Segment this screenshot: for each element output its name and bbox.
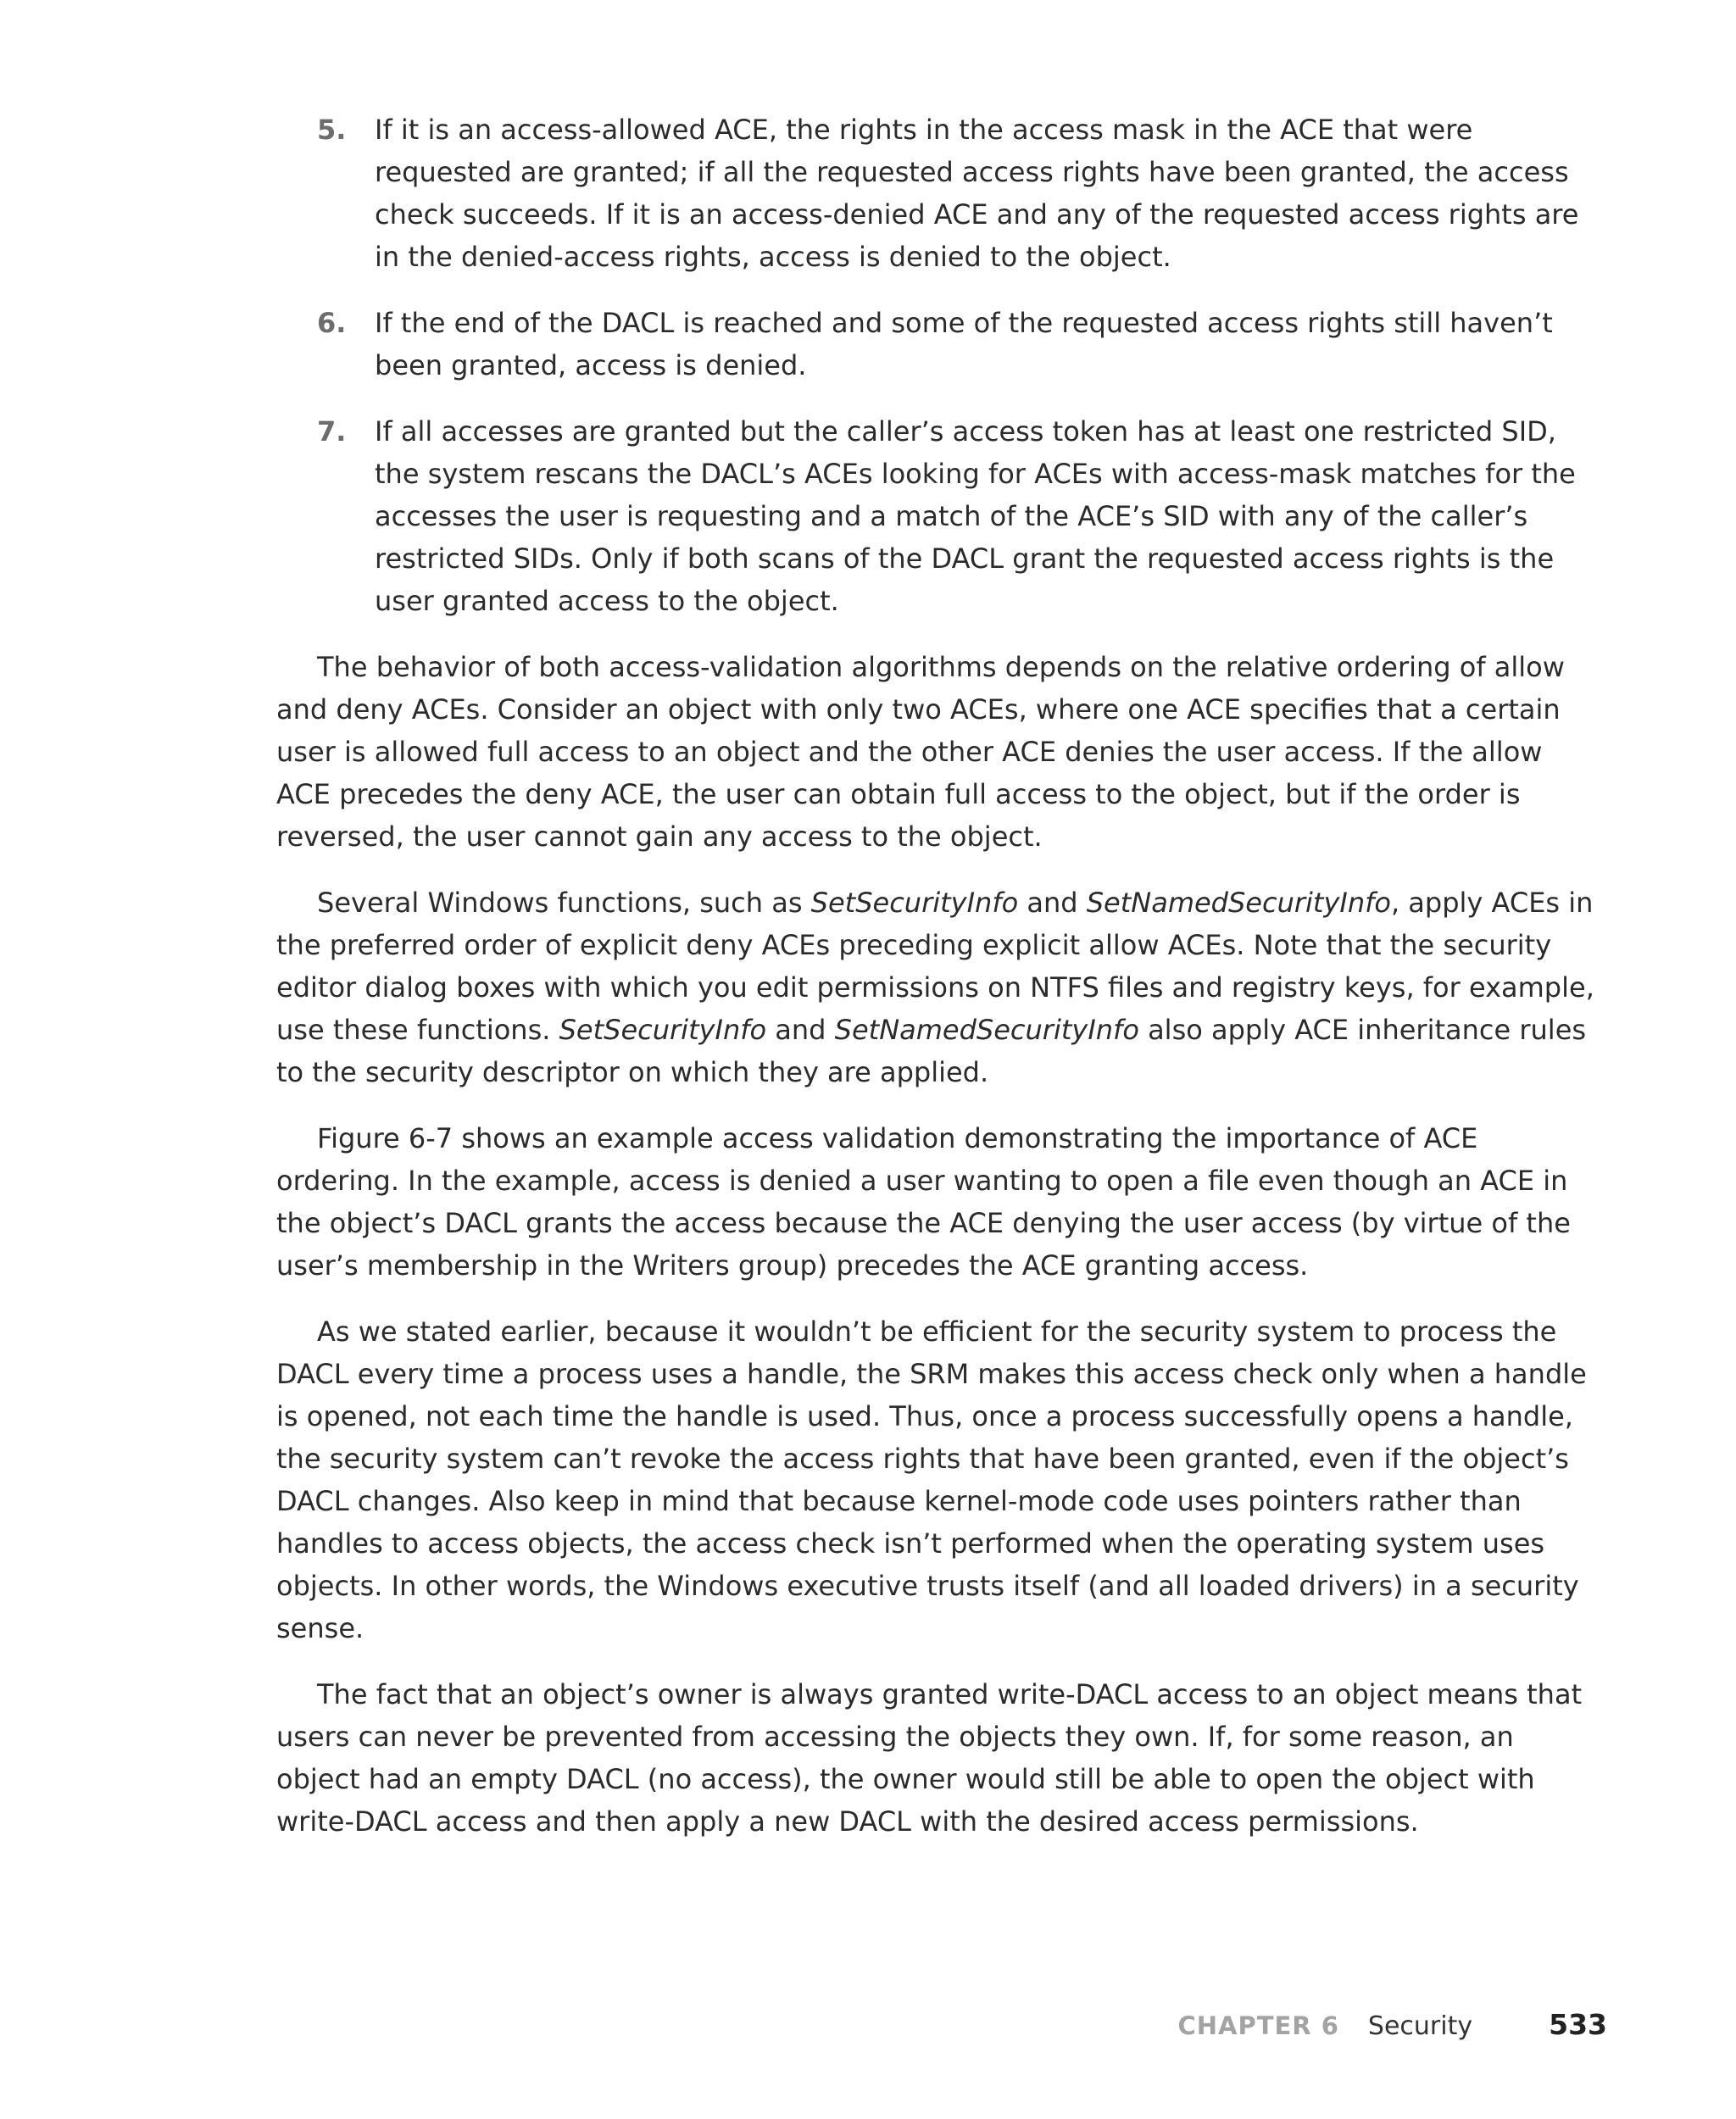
list-item-number: 6. — [317, 307, 347, 339]
paragraph-text: and — [766, 1014, 835, 1046]
chapter-label: CHAPTER 6 — [1177, 2011, 1339, 2040]
list-item — [276, 410, 1599, 622]
list-item — [276, 108, 1599, 278]
page-footer — [1177, 2008, 1607, 2050]
list-item-number: 5. — [317, 114, 347, 146]
paragraph-handle-check: As we stated earlier, because it wouldn’t be efficient for the security system to process the DACL every time a process uses a handle, the SRM makes this access check only when a handle is opened, not each time the handle is used. Thus, once a process successfully opens a handle, the security system can’t revoke the access rights that have been granted, even if the object’s DACL changes. Also keep in mind that because kernel-mode code uses pointers rather than handles to access objects, the access check isn’t performed when the operating system uses objects. In other words, the Windows executive trusts itself (and all loaded drivers) in a security sense. — [276, 1315, 1587, 1644]
list-item — [276, 302, 1599, 387]
paragraph-ace-ordering: The behavior of both access-validation algorithms depends on the relative ordering of allow and deny ACEs. Consider an object with only two ACEs, where one ACE specifies that a certain user is allowed full access to an object and the other ACE denies the user access. If the allow ACE precedes the deny ACE, the user can obtain full access to the object, but if the order is reversed, the user cannot gain any access to the object. — [276, 651, 1565, 853]
list-item-number: 7. — [317, 415, 347, 448]
paragraph-text: , apply ACEs in the preferred order of explicit deny ACEs preceding explicit allow ACEs. Note that the security editor dialog boxes with which you edit permissions on NTFS files and registry keys, for example, use these functions. — [276, 887, 1594, 1046]
paragraph-text: also apply ACE inheritance rules to the security descriptor on which they are applied. — [276, 1014, 1587, 1088]
chapter-title: Security — [1367, 2011, 1473, 2041]
list-item-text: If all accesses are granted but the caller’s access token has at least one restricted SID, the system rescans the DACL’s ACEs looking for ACEs with access-mask matches for the accesses the user is requesting and a match of the ACE’s SID with any of the caller’s restricted SIDs. Only if both scans of the DACL grant the requested access rights is the user granted access to the object. — [375, 415, 1576, 617]
function-name: SetNamedSecurityInfo — [834, 1014, 1139, 1046]
paragraph-figure-reference: Figure 6-7 shows an example access validation demonstrating the importance of ACE ordering. In the example, access is denied a user wanting to open a file even though an ACE in the object’s DACL grants the access because the ACE denying the user access (by virtue of the user’s membership in the Writers group) precedes the ACE granting access. — [276, 1122, 1571, 1282]
paragraph-text: Several Windows functions, such as — [317, 887, 811, 919]
page-number: 533 — [1549, 2008, 1607, 2041]
paragraph-windows-functions — [276, 882, 1599, 1093]
paragraph-owner-access: The fact that an object’s owner is always granted write-DACL access to an object means that users can never be prevented from accessing the objects they own. If, for some reason, an object had an empty DACL (no access), the owner would still be able to open the object with write-DACL access and then apply a new DACL with the desired access permissions. — [276, 1678, 1583, 1838]
numbered-steps — [276, 108, 1599, 622]
page-body — [276, 108, 1599, 1866]
function-name: SetNamedSecurityInfo — [1086, 887, 1391, 919]
paragraph-text: and — [1018, 887, 1087, 919]
function-name: SetSecurityInfo — [559, 1014, 767, 1046]
list-item-text: If the end of the DACL is reached and some of the requested access rights still haven’t been granted, access is denied. — [375, 307, 1553, 381]
list-item-text: If it is an access-allowed ACE, the rights in the access mask in the ACE that were requested are granted; if all the requested access rights have been granted, the access check succeeds. If it is an access-denied ACE and any of the requested access rights are in the denied-access rights, access is denied to the object. — [375, 114, 1579, 273]
function-name: SetSecurityInfo — [810, 887, 1019, 919]
